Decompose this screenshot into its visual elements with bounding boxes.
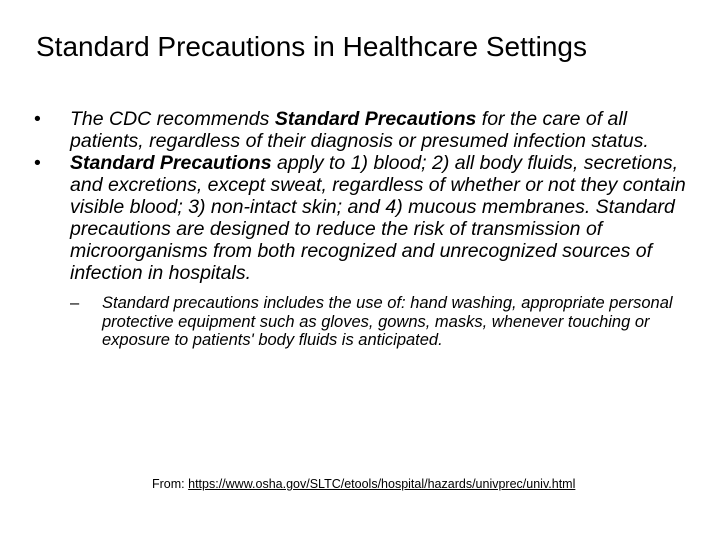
sub-bullet-text: Standard precautions includes the use of: hand washing, appropriate personal protective equipment such as gloves, gowns, masks, whenever touching or exposure to patients' body fluids is anticipated.: [102, 294, 673, 349]
bullet-dot-icon: •: [34, 108, 41, 130]
slide-title: Standard Precautions in Healthcare Settings: [36, 31, 587, 62]
bullet-text-post: apply to 1) blood; 2) all body fluids, secretions, and excretions, except sweat, regardless of whether or not they contain visible blood; 3) non-intact skin; and 4) mucous membranes. Standard precautions are designed to reduce the risk of transmission of microorganisms from both recognized and unrecognized sources of infection in hospitals.: [70, 152, 686, 284]
bullet-dot-icon: •: [34, 152, 41, 174]
bullet-item-cdc-recommends: [34, 108, 706, 152]
source-label: From:: [152, 477, 185, 491]
bullet-text-pre: The CDC recommends: [70, 108, 275, 130]
bullet-list: [34, 108, 706, 350]
bullet-bold-term: Standard Precautions: [70, 152, 272, 174]
sub-bullet-dash-icon: –: [70, 294, 80, 312]
bullet-bold-term: Standard Precautions: [274, 108, 477, 130]
sub-bullet-item: [70, 294, 702, 350]
source-link[interactable]: https://www.osha.gov/SLTC/etools/hospital/hazards/univprec/univ.html: [188, 477, 576, 491]
bullet-item-apply-to: [34, 152, 706, 284]
source-citation: [152, 476, 575, 492]
bullet-text-post: for the care of all patients, regardless of their diagnosis or presumed infection status.: [70, 108, 649, 152]
